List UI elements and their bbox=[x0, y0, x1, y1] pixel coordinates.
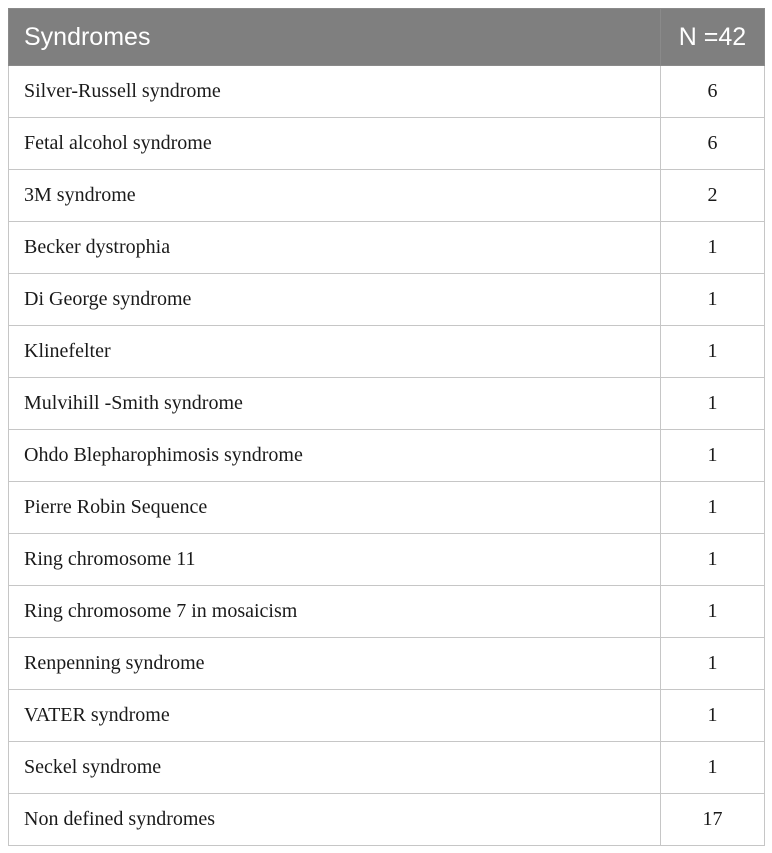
syndrome-count: 1 bbox=[661, 274, 765, 326]
table-row bbox=[9, 378, 765, 430]
syndrome-name: Di George syndrome bbox=[9, 274, 661, 326]
syndrome-count: 1 bbox=[661, 586, 765, 638]
syndrome-name: Silver-Russell syndrome bbox=[9, 66, 661, 118]
table-row bbox=[9, 326, 765, 378]
syndrome-name: Klinefelter bbox=[9, 326, 661, 378]
header-row bbox=[9, 9, 765, 66]
syndromes-table-container bbox=[8, 8, 764, 846]
syndrome-count: 1 bbox=[661, 534, 765, 586]
syndrome-count: 1 bbox=[661, 690, 765, 742]
table-row bbox=[9, 482, 765, 534]
syndrome-name: Mulvihill -Smith syndrome bbox=[9, 378, 661, 430]
syndrome-count: 1 bbox=[661, 222, 765, 274]
syndromes-table bbox=[8, 8, 765, 846]
syndrome-name: Pierre Robin Sequence bbox=[9, 482, 661, 534]
syndrome-name: Seckel syndrome bbox=[9, 742, 661, 794]
header-count: N =42 bbox=[661, 9, 765, 66]
syndrome-name: Renpenning syndrome bbox=[9, 638, 661, 690]
table-body bbox=[9, 66, 765, 846]
syndrome-count: 1 bbox=[661, 378, 765, 430]
syndrome-count: 2 bbox=[661, 170, 765, 222]
syndrome-name: VATER syndrome bbox=[9, 690, 661, 742]
syndrome-name: Ohdo Blepharophimosis syndrome bbox=[9, 430, 661, 482]
syndrome-name: Fetal alcohol syndrome bbox=[9, 118, 661, 170]
syndrome-name: 3M syndrome bbox=[9, 170, 661, 222]
table-row bbox=[9, 274, 765, 326]
syndrome-name: Becker dystrophia bbox=[9, 222, 661, 274]
table-row bbox=[9, 66, 765, 118]
syndrome-count: 1 bbox=[661, 326, 765, 378]
syndrome-name: Non defined syndromes bbox=[9, 794, 661, 846]
table-row bbox=[9, 430, 765, 482]
syndrome-name: Ring chromosome 11 bbox=[9, 534, 661, 586]
table-row bbox=[9, 534, 765, 586]
table-row bbox=[9, 690, 765, 742]
syndrome-name: Ring chromosome 7 in mosaicism bbox=[9, 586, 661, 638]
syndrome-count: 6 bbox=[661, 66, 765, 118]
table-row bbox=[9, 118, 765, 170]
table-row bbox=[9, 794, 765, 846]
table-header bbox=[9, 9, 765, 66]
syndrome-count: 1 bbox=[661, 638, 765, 690]
table-row bbox=[9, 742, 765, 794]
table-row bbox=[9, 170, 765, 222]
syndrome-count: 17 bbox=[661, 794, 765, 846]
table-row bbox=[9, 638, 765, 690]
syndrome-count: 1 bbox=[661, 742, 765, 794]
table-row bbox=[9, 586, 765, 638]
header-syndromes: Syndromes bbox=[9, 9, 661, 66]
syndrome-count: 6 bbox=[661, 118, 765, 170]
table-row bbox=[9, 222, 765, 274]
syndrome-count: 1 bbox=[661, 482, 765, 534]
syndrome-count: 1 bbox=[661, 430, 765, 482]
